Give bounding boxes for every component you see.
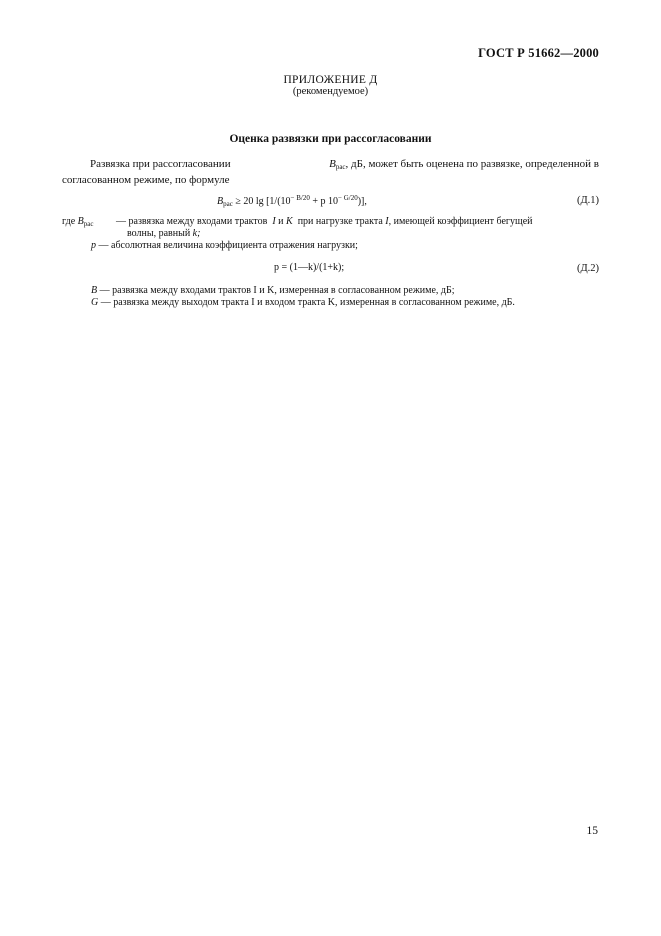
appendix-subtitle: (рекомендуемое)	[292, 86, 369, 97]
intro-paragraph	[62, 158, 599, 187]
formula-d1: $B_{рас} \ge 20$ $\lg [1/(10^{- B/20} + p$ $10^{- G/20}$)],	[217, 194, 367, 208]
intro-text-a: Развязка при рассогласовании	[90, 158, 231, 170]
equation-number-d1: (Д.1)	[576, 195, 599, 206]
equation-number-d2: (Д.2)	[576, 263, 599, 274]
section-title: Оценка развязки при рассогласовании	[229, 133, 432, 145]
formula-d2: p = (1—k)/(1+k);	[274, 262, 345, 273]
document-header: ГОСТ Р 51662—2000	[478, 46, 599, 60]
where-prefix: где $B_{рас}$	[62, 216, 94, 228]
definition-b: B — развязка между входами трактов I и K, измеренная в согласованном режиме, дБ;	[91, 285, 455, 296]
where-p-line: p — абсолютная величина коэффициента отражения нагрузки;	[91, 240, 358, 251]
where-b-line-2: волны, равный k;	[127, 228, 201, 239]
definition-g: G — развязка между выходом тракта I и входом тракта K, измеренная в согласованном режиме, дБ.	[91, 297, 515, 308]
intro-line-1	[62, 158, 599, 174]
intro-line-2: согласованном режиме, по формуле	[62, 174, 230, 186]
appendix-title: ПРИЛОЖЕНИЕ Д	[283, 74, 378, 86]
intro-symbol: $B_{рас}$, дБ, может быть оценена по развязке, определенной в	[329, 158, 599, 171]
page-number: 15	[586, 825, 598, 837]
where-b-line-1: — развязка между входами трактов I и K при нагрузке тракта I, имеющей коэффициент бегущей	[116, 216, 533, 227]
